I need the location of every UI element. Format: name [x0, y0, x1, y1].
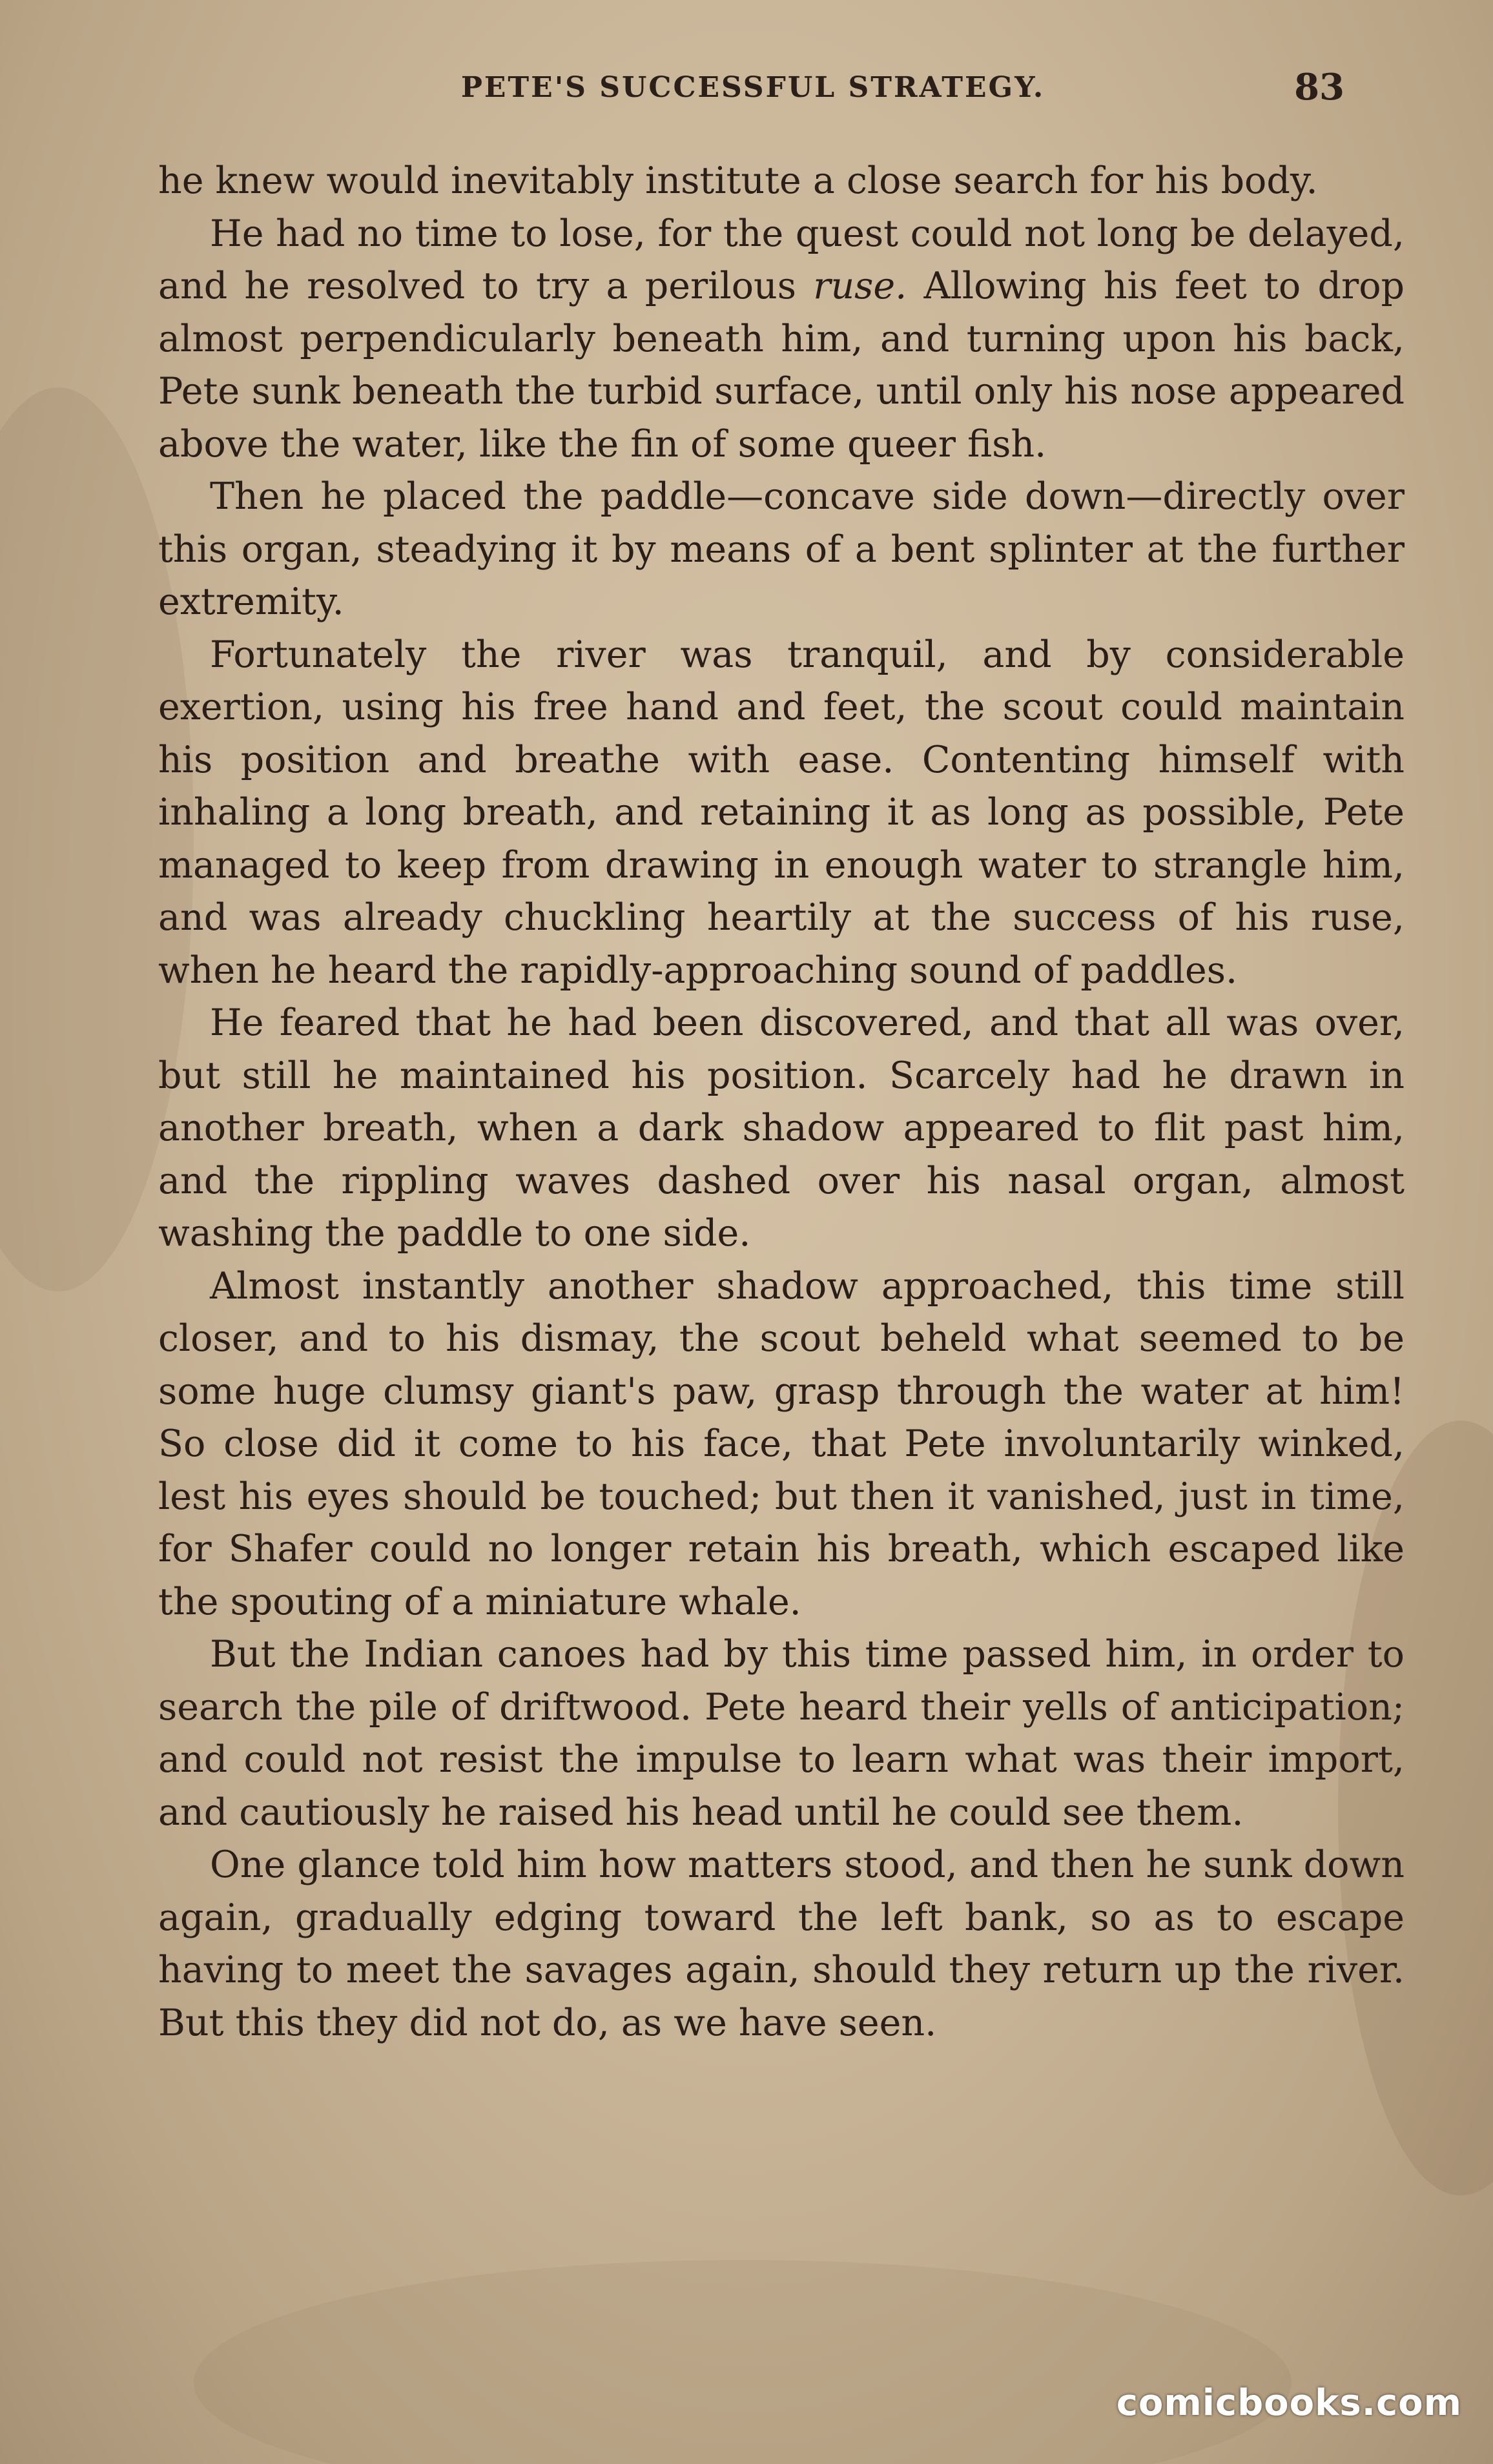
paragraph: [158, 1260, 1405, 1629]
paragraph: [158, 471, 1405, 629]
paragraph: [158, 208, 1405, 471]
paragraph-text: One glance told him how matters stood, and then he sunk down again, gradually edging toward the left bank, so as to escape having to meet the savages again, should they return up the river. But this they did not do, as we have seen.: [158, 1843, 1405, 2044]
paragraph-text: He feared that he had been discovered, and that all was over, but still he maintained his position. Scarcely had he drawn in another breath, when a dark shadow appeared to flit past him, and the rippling waves dashed over his nasal organ, almost washing the paddle to one side.: [158, 1001, 1405, 1255]
body-text: [158, 155, 1405, 2049]
paragraph: [158, 1628, 1405, 1839]
paragraph-text: he knew would inevitably institute a close search for his body.: [158, 159, 1318, 202]
paragraph-text: Then he placed the paddle—concave side down—directly over this organ, steadying it by means of a bent splinter at the further extremity.: [158, 475, 1405, 623]
paragraph: [158, 1839, 1405, 2049]
paragraph: [158, 629, 1405, 998]
page-number: 83: [1294, 66, 1344, 108]
paragraph: [158, 997, 1405, 1260]
italic-word: ruse.: [813, 265, 907, 307]
paper-stain: [194, 2260, 1292, 2464]
paragraph-text: He had no time to lose, for the quest could not long be delayed, and he resolved to try a perilous: [158, 212, 1405, 307]
paragraph-text: Almost instantly another shadow approached, this time still closer, and to his dismay, the scout beheld what seemed to be some huge clumsy giant's paw, grasp through the water at him! So close did it come to his face, that Pete involuntarily winked, lest his eyes should be touched; but then it vanished, just in time, for Shafer could no longer retain his breath, which escaped like the spouting of a miniature whale.: [158, 1264, 1405, 1623]
paragraph-text: Fortunately the river was tranquil, and by considerable exertion, using his free hand and feet, the scout could maintain his position and breathe with ease. Contenting himself with inhaling a long breath, and retaining it as long as possible, Pete managed to keep from drawing in enough water to strangle him, and was already chuckling heartily at the success of his ruse, when he heard the rapidly-approaching sound of paddles.: [158, 633, 1405, 992]
site-watermark: comicbooks.com: [1116, 2382, 1462, 2424]
running-head-title: PETE'S SUCCESSFUL STRATEGY.: [460, 71, 1045, 104]
paragraph-text: Allowing his feet to drop almost perpendicularly beneath him, and turning upon his back, Pete sunk beneath the turbid surface, until only his nose appeared above the water, like the fin of some queer fish.: [158, 265, 1405, 466]
paragraph-text: But the Indian canoes had by this time passed him, in order to search the pile of driftwood. Pete heard their yells of anticipation; and could not resist the impulse to learn what was their import, and cautiously he raised his head until he could see them.: [158, 1633, 1405, 1834]
paragraph: [158, 155, 1405, 208]
running-head: [161, 66, 1344, 129]
